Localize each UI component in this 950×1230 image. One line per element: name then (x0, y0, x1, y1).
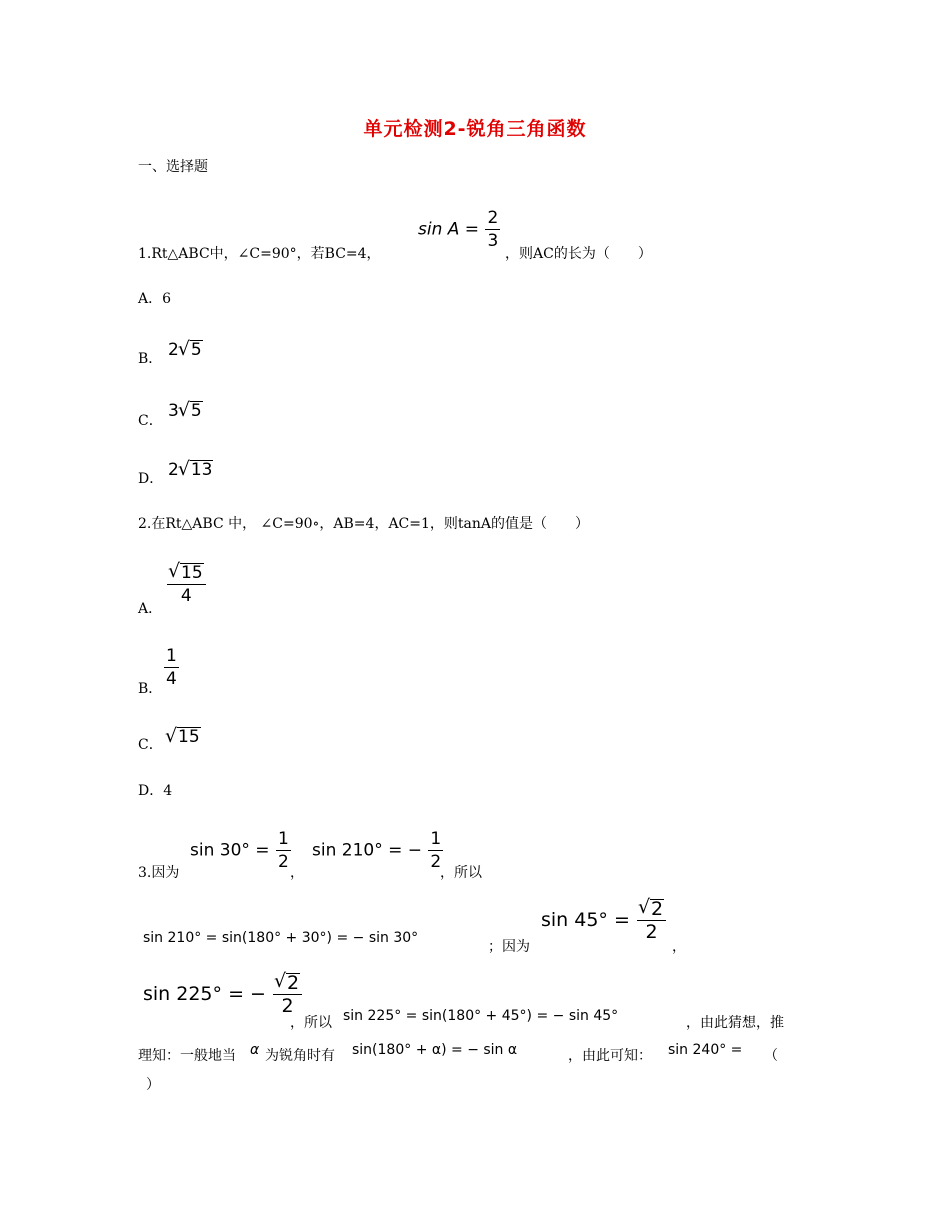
sqrt-icon (166, 727, 201, 747)
q3-formula-sin210 (312, 828, 444, 873)
q3-comma-2: ， (672, 939, 686, 955)
q3-formula-sin45-lhs: sin 45° = (541, 909, 630, 931)
q3-formula-sin30-fraction (276, 828, 291, 873)
q2-option-b-num: 1 (166, 646, 177, 666)
q1-option-a: A．6 (138, 291, 172, 307)
q3-comma: ， (290, 865, 304, 881)
page-title: 单元检测2-锐角三角函数 (363, 118, 587, 140)
q2-option-a-fraction (167, 562, 206, 607)
q3-formula-sin225-identity: sin 225° = sin(180° + 45°) = − sin 45° (343, 1008, 619, 1024)
q2-stem: 2.在Rt△ABC 中， ∠C=90∘，AB=4，AC=1，则tanA的值是（ ） (138, 516, 590, 532)
q2-option-d: D．4 (138, 783, 173, 799)
q1-option-b-radicand: 5 (190, 340, 202, 360)
q2-option-a-radicand: 15 (181, 563, 203, 583)
q1-fraction-num: 2 (487, 208, 499, 228)
q1-stem-start: 1.Rt△ABC中，∠C=90°，若BC=4， (138, 246, 381, 262)
q3-line5-end: ，由此可知： (568, 1048, 652, 1064)
q3-formula-sin30-num: 1 (277, 829, 289, 849)
q3-paren-close: ） (146, 1077, 160, 1093)
q3-formula-general: sin(180° + α) = − sin α (352, 1042, 518, 1058)
q1-formula (418, 207, 501, 252)
q2-option-b-den: 4 (166, 669, 177, 689)
q3-formula-sin210-lhs: sin 210° = − (312, 840, 423, 861)
q3-formula-sin45-den: 2 (645, 921, 658, 943)
q2-option-c-label: C． (138, 737, 163, 753)
q2-option-a-value (166, 562, 207, 607)
q3-formula-sin30-den: 2 (277, 852, 289, 872)
q3-formula-sin240: sin 240° = (668, 1042, 743, 1058)
q3-formula-sin210-identity: sin 210° = sin(180° + 30°) = − sin 30° (143, 930, 419, 946)
q1-stem-end: ，则AC的长为（ ） (505, 246, 652, 262)
q1-option-d-value (168, 460, 213, 480)
q1-formula-lhs: sin A = (418, 219, 480, 240)
sqrt-icon (179, 460, 214, 480)
q3-so-2: ，所以 (290, 1015, 332, 1031)
q2-option-b-label: B． (138, 681, 163, 697)
q2-option-a-label: A． (138, 601, 163, 617)
q3-formula-sin225-lhs: sin 225° = − (143, 983, 266, 1005)
q1-option-d-label: D． (138, 471, 164, 487)
q3-formula-sin45-fraction (637, 898, 666, 943)
q3-because: ；因为 (488, 939, 530, 955)
q3-formula-sin225 (143, 972, 303, 1017)
q3-so: ，所以 (440, 865, 482, 881)
q2-option-c-value (166, 727, 201, 747)
q3-formula-sin225-den: 2 (281, 995, 294, 1017)
q1-option-c-radicand: 5 (190, 401, 202, 421)
q1-option-c-label: C． (138, 413, 163, 429)
q3-alpha: α (250, 1042, 260, 1058)
q1-fraction (485, 207, 500, 252)
q1-fraction-den: 3 (487, 231, 499, 251)
q3-formula-sin210-num: 1 (430, 829, 442, 849)
sqrt-icon (639, 898, 664, 920)
q3-line5-middle: 为锐角时有 (265, 1048, 335, 1064)
q1-option-d-radicand: 13 (190, 460, 213, 480)
section-heading: 一、选择题 (138, 159, 208, 175)
q3-formula-sin210-den: 2 (430, 852, 442, 872)
q3-paren-open: （ (764, 1048, 778, 1064)
q3-stem-start: 3.因为 (138, 865, 180, 881)
q3-formula-sin225-radicand: 2 (287, 972, 300, 994)
sqrt-icon (179, 401, 203, 421)
sqrt-icon (169, 562, 204, 584)
sqrt-icon (179, 340, 203, 360)
q3-formula-sin45 (541, 898, 667, 943)
q3-formula-sin45-radicand: 2 (650, 898, 664, 920)
q3-formula-sin30 (190, 828, 292, 873)
q1-option-b-value (168, 340, 203, 360)
q1-option-c-coef: 3 (168, 401, 179, 421)
q1-option-b-label: B． (138, 351, 163, 367)
q3-line5-start: 理知：一般地当 (138, 1048, 236, 1064)
q2-option-c-radicand: 15 (178, 727, 200, 747)
q2-option-b-value (163, 645, 180, 690)
q1-option-b-coef: 2 (168, 340, 179, 360)
q2-option-b-fraction (164, 645, 179, 690)
q1-option-c-value (168, 401, 203, 421)
q3-formula-sin30-lhs: sin 30° = (190, 840, 270, 861)
q3-formula-sin225-fraction (273, 972, 302, 1017)
q1-option-d-coef: 2 (168, 460, 179, 480)
q3-guess: ，由此猜想，推 (686, 1015, 784, 1031)
q2-option-a-den: 4 (180, 586, 192, 606)
sqrt-icon (275, 972, 300, 994)
